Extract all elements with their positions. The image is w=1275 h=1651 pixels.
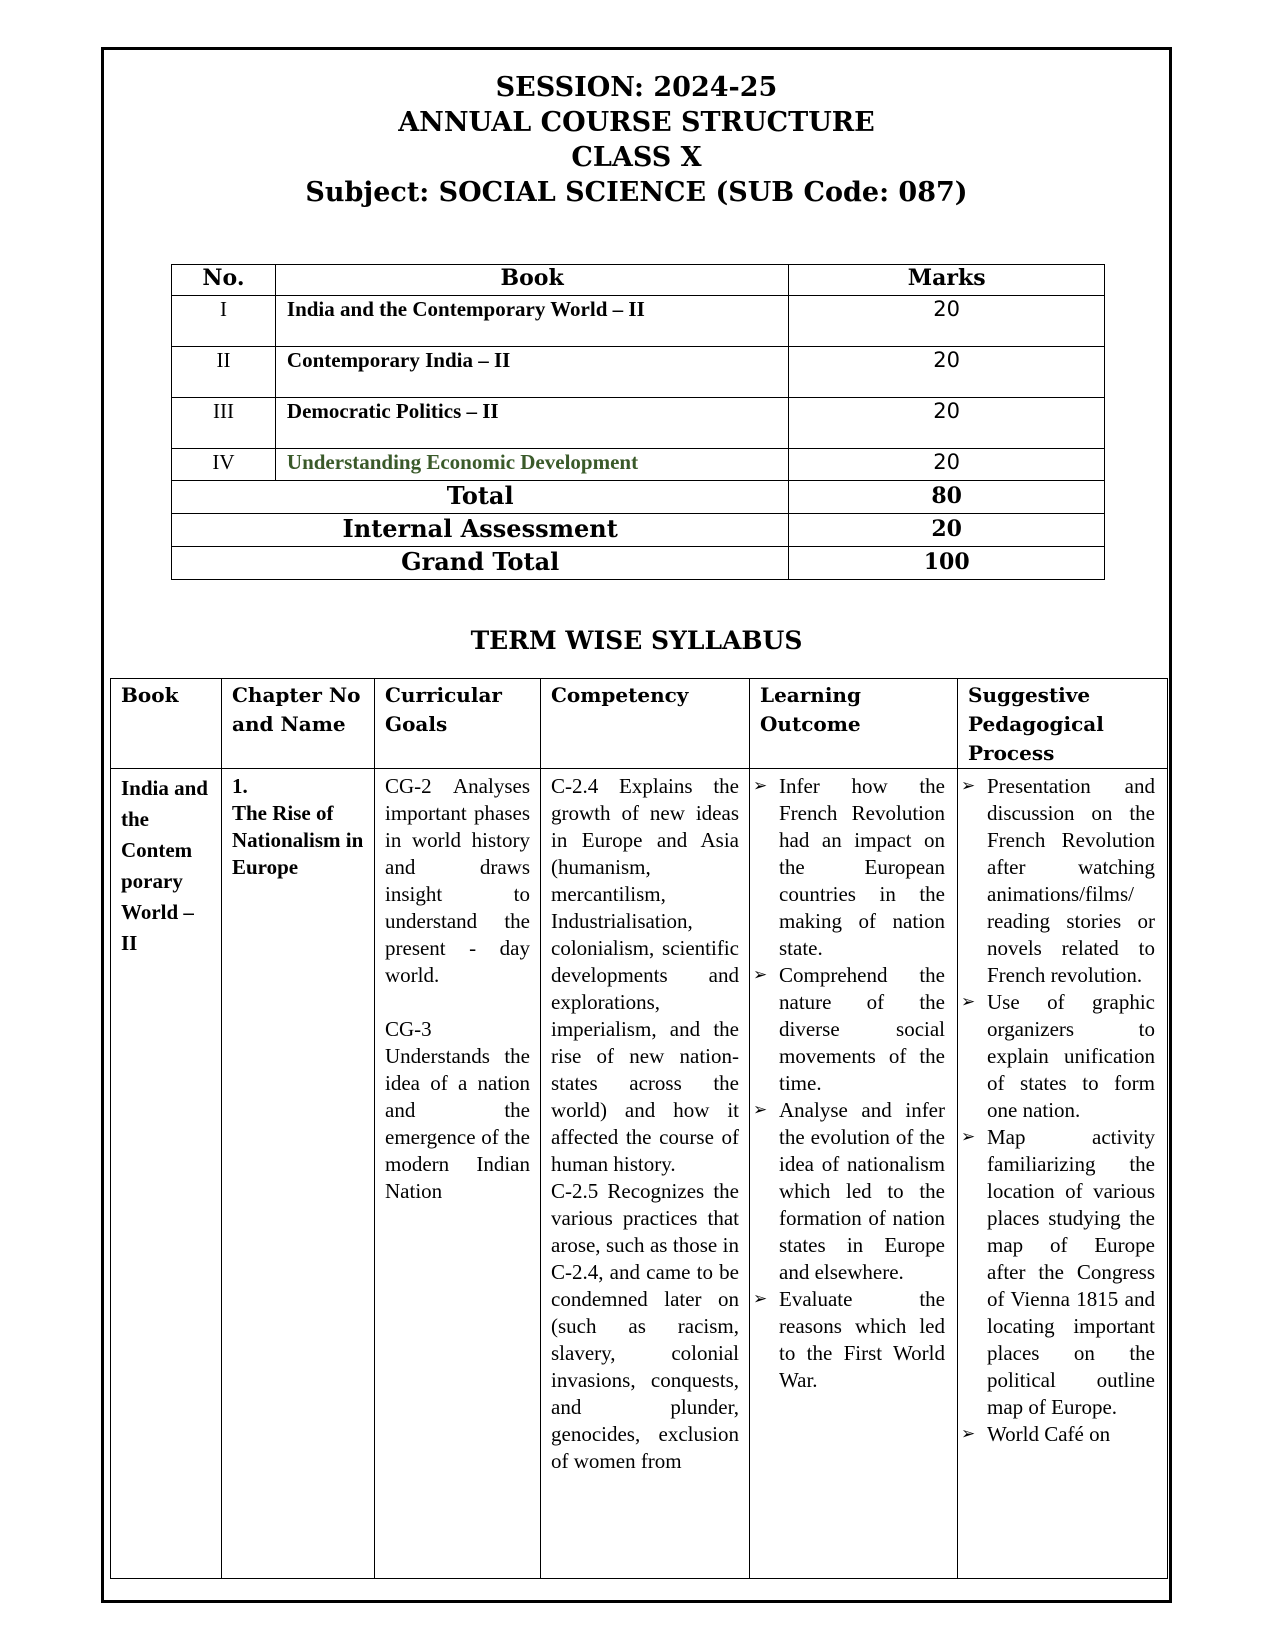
row-marks: 20 xyxy=(789,449,1105,481)
process-text: Map activity familiarizing the location of various places studying the map of Europe after the Congress of Vienna 1815 and locating important places on the political outline map of Europe. xyxy=(987,1125,1155,1419)
table-row xyxy=(172,347,1105,398)
header-learning-outcome: Learning Outcome xyxy=(750,679,958,769)
row-number: II xyxy=(172,347,276,398)
list-item xyxy=(961,989,1155,1124)
process-text: Use of graphic organizers to explain unification of states to form one nation. xyxy=(987,990,1155,1122)
header-curricular-goals: Curricular Goals xyxy=(375,679,541,769)
grand-total-row xyxy=(172,547,1105,580)
header-pedagogical-process: Suggestive Pedagogical Process xyxy=(958,679,1168,769)
internal-assessment-row xyxy=(172,514,1105,547)
cell-chapter xyxy=(222,769,375,1579)
header-book: Book xyxy=(111,679,222,769)
row-book: Contemporary India – II xyxy=(275,347,788,398)
outcome-text: Infer how the French Revolution had an impact on the European countries in the making of nation state. xyxy=(779,774,945,960)
row-number: I xyxy=(172,296,276,347)
outcome-text: Comprehend the nature of the diverse social movements of the time. xyxy=(779,963,945,1095)
arrow-bullet-icon: ➢ xyxy=(753,965,768,985)
document-header xyxy=(101,70,1172,210)
header-marks: Marks xyxy=(789,265,1105,296)
row-number: IV xyxy=(172,449,276,481)
internal-assessment-value: 20 xyxy=(789,514,1105,547)
row-marks: 20 xyxy=(789,398,1105,449)
row-book: India and the Contemporary World – II xyxy=(275,296,788,347)
syllabus-title: TERM WISE SYLLABUS xyxy=(470,626,803,655)
total-value: 80 xyxy=(789,481,1105,514)
header-book: Book xyxy=(275,265,788,296)
session-title: SESSION: 2024-25 xyxy=(495,72,778,103)
book-name: India and the Contem porary World – II xyxy=(121,776,208,955)
syllabus-header-row xyxy=(111,679,1168,769)
list-item xyxy=(753,1286,945,1394)
arrow-bullet-icon: ➢ xyxy=(961,1424,976,1444)
outcome-text: Analyse and infer the evolution of the idea of nationalism which led to the formation of nation states in Europe and elsewhere. xyxy=(779,1098,945,1284)
list-item xyxy=(753,773,945,962)
cell-book xyxy=(111,769,222,1579)
table-row xyxy=(172,296,1105,347)
row-book: Understanding Economic Development xyxy=(275,449,788,481)
list-item xyxy=(753,962,945,1097)
arrow-bullet-icon: ➢ xyxy=(753,1289,768,1309)
cell-learning-outcome xyxy=(750,769,958,1579)
arrow-bullet-icon: ➢ xyxy=(961,776,976,796)
total-label: Total xyxy=(172,481,789,514)
process-text: World Café on xyxy=(987,1422,1111,1446)
marks-table-header xyxy=(172,265,1105,296)
row-marks: 20 xyxy=(789,296,1105,347)
competency-item: C-2.4 Explains the growth of new ideas in Europe and Asia (humanism, mercantilism, Industrialisation, colonialism, scientific developments and explorations, imperialism, and the rise of new nation-states across the world) and how it affected the course of human history. xyxy=(551,774,739,1176)
row-book: Democratic Politics – II xyxy=(275,398,788,449)
arrow-bullet-icon: ➢ xyxy=(753,776,768,796)
marks-table xyxy=(171,264,1105,580)
table-row xyxy=(172,398,1105,449)
process-text: Presentation and discussion on the French Revolution after watching animations/films/ reading stories or novels related to French revolution. xyxy=(987,774,1155,987)
row-marks: 20 xyxy=(789,347,1105,398)
row-number: III xyxy=(172,398,276,449)
list-item xyxy=(961,773,1155,989)
table-row xyxy=(172,449,1105,481)
subject-title: Subject: SOCIAL SCIENCE (SUB Code: 087) xyxy=(305,177,968,208)
arrow-bullet-icon: ➢ xyxy=(961,992,976,1012)
class-title: CLASS X xyxy=(571,142,702,173)
arrow-bullet-icon: ➢ xyxy=(961,1127,976,1147)
cell-pedagogical-process xyxy=(958,769,1168,1579)
outcome-text: Evaluate the reasons which led to the First World War. xyxy=(779,1287,945,1392)
grand-total-label: Grand Total xyxy=(172,547,789,580)
curricular-goal: CG-3 Understands the idea of a nation and the emergence of the modern Indian Nation xyxy=(385,1017,530,1203)
chapter-name: The Rise of Nationalism in Europe xyxy=(232,801,364,879)
header-competency: Competency xyxy=(541,679,750,769)
grand-total-value: 100 xyxy=(789,547,1105,580)
chapter-number: 1. xyxy=(232,774,248,798)
cell-curricular-goals xyxy=(375,769,541,1579)
curricular-goal: CG-2 Analyses important phases in world history and draws insight to understand the present - day world. xyxy=(385,774,530,987)
arrow-bullet-icon: ➢ xyxy=(753,1100,768,1120)
syllabus-table xyxy=(110,678,1168,1579)
header-no: No. xyxy=(172,265,276,296)
course-structure-title: ANNUAL COURSE STRUCTURE xyxy=(398,107,875,138)
total-row xyxy=(172,481,1105,514)
list-item xyxy=(961,1421,1155,1448)
competency-item: C-2.5 Recognizes the various practices that arose, such as those in C-2.4, and came to be condemned later on (such as racism, slavery, colonial invasions, conquests, and plunder, genocides, exclusion of women from xyxy=(551,1179,739,1473)
internal-assessment-label: Internal Assessment xyxy=(172,514,789,547)
cell-competency xyxy=(541,769,750,1579)
list-item xyxy=(961,1124,1155,1421)
list-item xyxy=(753,1097,945,1286)
syllabus-row xyxy=(111,769,1168,1579)
header-chapter: Chapter No and Name xyxy=(222,679,375,769)
